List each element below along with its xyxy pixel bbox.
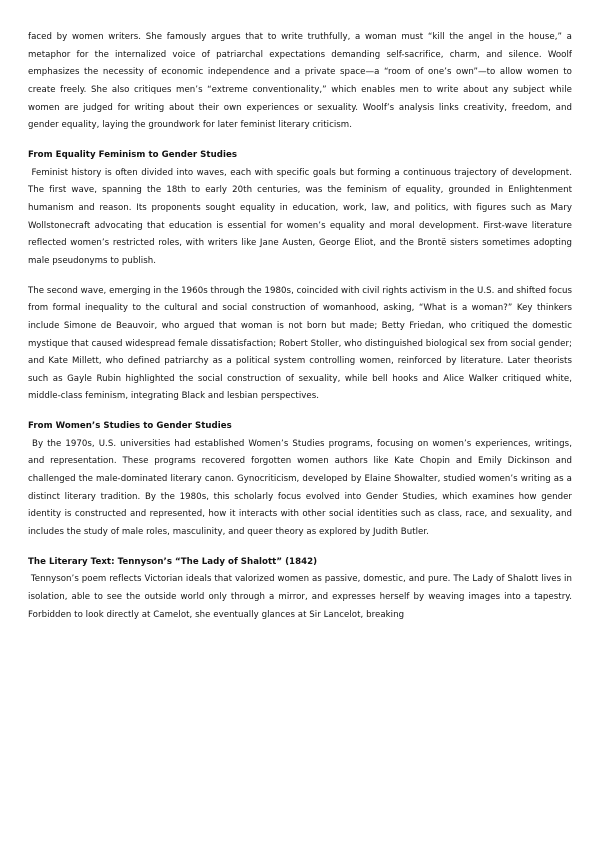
heading-lady-of-shalott: The Literary Text: Tennyson’s “The Lady of Shalott” (1842) bbox=[28, 556, 318, 567]
paragraph-gap bbox=[28, 406, 572, 418]
paragraph-woolf: faced by women writers. She famously argues that to write truthfully, a woman must “kill the angel in the house,” a metaphor for the internalized voice of patriarchal expectations demanding self-sacrifice, charm, and silence. Woolf emphasizes the necessity of economic independence and a private space—a “room of one’s own”—to allow women to create freely. She also critiques men’s “extreme conventionality,” which enables men to write about any subject while women are judged for writing about their own experiences or sexuality. Woolf’s analysis links creativity, freedom, and gender equality, laying the groundwork for later feminist literary criticism. bbox=[28, 32, 572, 131]
heading-womens-studies: From Women’s Studies to Gender Studies bbox=[28, 421, 232, 432]
paragraph-gap bbox=[28, 135, 572, 147]
paragraph-first-wave: Feminist history is often divided into waves, each with specific goals but forming a continuous trajectory of development. The first wave, spanning the 18th to early 20th centuries, was the feminism of equality, grounded in Enlightenment humanism and reason. Its proponents sought equality in education, work, law, and politics, with figures such as Mary Wollstonecraft advocating that education is essential for women’s equality and moral development. First-wave literature reflected women’s restricted roles, with writers like Jane Austen, George Eliot, and the Brontë sisters sometimes adopting male pseudonyms to publish. bbox=[28, 167, 572, 266]
paragraph-second-wave: The second wave, emerging in the 1960s through the 1980s, coincided with civil rights activism in the U.S. and shifted focus from formal inequality to the cultural and social construction of womanhood, asking, “What is a woman?” Key thinkers include Simone de Beauvoir, who argued that woman is not born but made; Betty Friedan, who critiqued the domestic mystique that caused widespread female dissatisfaction; Robert Stoller, who distinguished biological sex from social gender; and Kate Millett, who defined patriarchy as a political system controlling women, reinforced by literature. Later theorists such as Gayle Rubin highlighted the social construction of sexuality, while bell hooks and Alice Walker critiqued white, middle-class feminism, integrating Black and lesbian perspectives. bbox=[28, 285, 572, 402]
heading-equality-feminism: From Equality Feminism to Gender Studies bbox=[28, 149, 237, 160]
paragraph-lady-of-shalott: Tennyson’s poem reflects Victorian ideals that valorized women as passive, domestic, and pure. The Lady of Shalott lives in isolation, able to see the outside world only through a mirror, and expresses herself by weaving images into a tapestry. Forbidden to look directly at Camelot, she eventually glances at Sir Lancelot, breaking bbox=[28, 574, 572, 620]
paragraph-gap bbox=[28, 542, 572, 554]
paragraph-gap bbox=[28, 271, 572, 283]
paragraph-womens-studies: By the 1970s, U.S. universities had established Women’s Studies programs, focusing on women’s experiences, writings, and representation. These programs recovered forgotten women authors like Kate Chopin and Emily Dickinson and challenged the male-dominated literary canon. Gynocriticism, developed by Elaine Showalter, studied women’s writing as a distinct literary tradition. By the 1980s, this scholarly focus evolved into Gender Studies, which examines how gender identity is constructed and represented, how it interacts with other social identities such as class, race, and sexuality, and includes the study of male roles, masculinity, and queer theory as explored by Judith Butler. bbox=[28, 438, 572, 538]
